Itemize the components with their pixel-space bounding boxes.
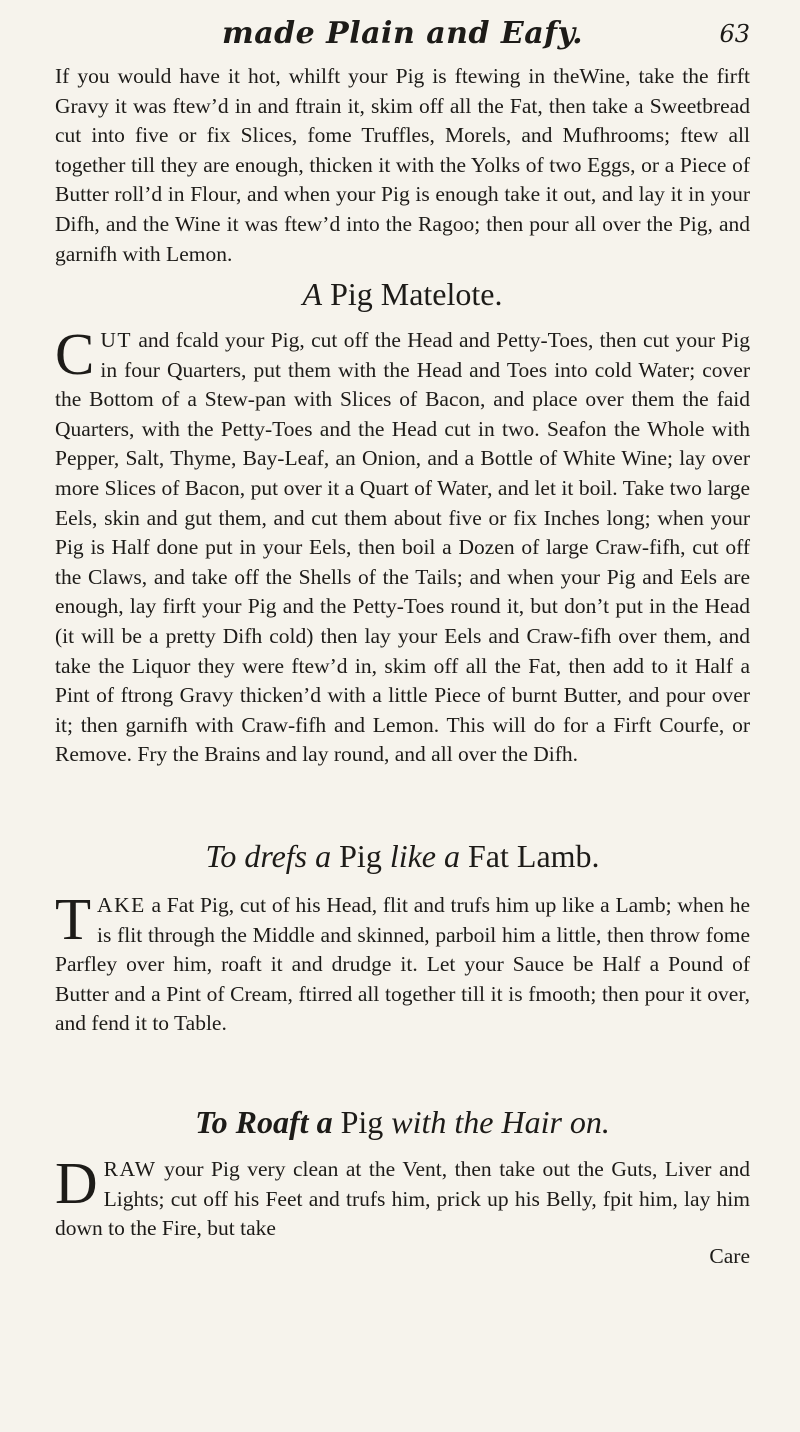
paragraph-body: and fcald your Pig, cut off the Head and Petty-Toes, then cut your Pig in four Quarters, put them with the Head and Toes into cold Water; cover the Bottom of a Stew-pan with Slices of Bacon, and place over them the faid Quarters, with the Petty-Toes and the Head cut in two. Seafon the Whole with Pepper, Salt, Thyme, Bay-Leaf, an Onion, and a Bottle of White Wine; lay over more Slices of Bacon, put over it a Quart of Water, and let it boil. Take two large Eels, skin and gut them, and cut them about five or fix Inches long; when your Pig is Half done put in your Eels, then boil a Dozen of large Craw-fifh, cut off the Claws, and take off the Shells of the Tails; and when your Pig and Eels are enough, lay firft your Pig and the Petty-Toes round it, but don’t put in the Head (it will be a pretty Difh cold) then lay your Eels and Craw-fifh over them, and take the Liquor they were ftew’d in, skim off all the Fat, then add to it Half a Pint of ftrong Gravy thicken’d with a little Piece of burnt Butter, and pour over it; then garnifh with Craw-fifh and Lemon. This will do for a Firft Courfe, or Remove. Fry the Brains and lay round, and all over the Difh.	[55, 328, 750, 767]
lead-word: AKE	[97, 893, 146, 917]
page-number: 63	[719, 20, 750, 48]
catchword: Care	[709, 1243, 750, 1268]
drop-cap: T	[55, 886, 92, 952]
running-title: made Plain and Eafy.	[221, 16, 584, 51]
heading-pig-like-lamb	[55, 838, 750, 875]
lead-word: RAW	[103, 1157, 157, 1181]
heading-roast-pig-hair-on	[55, 1104, 750, 1141]
lead-word: UT	[100, 328, 133, 352]
heading-text: Pig Matelote.	[330, 276, 503, 312]
drop-cap: D	[55, 1150, 98, 1216]
paragraph-pig-matelote	[55, 321, 750, 770]
paragraph-body: a Fat Pig, cut of his Head, flit and trufs him up like a Lamb; when he is flit through the Middle and skinned, parboil him a little, then throw fome Parfley over him, roaft it and drudge it. Let your Sauce be Half a Pound of Butter and a Pint of Cream, ftirred all together till it is fmooth; then pour it over, and fend it to Table.	[55, 893, 750, 1036]
heading-part-2: Pig	[340, 1104, 384, 1140]
drop-cap: C	[55, 321, 95, 387]
heading-part-4: Fat Lamb.	[468, 838, 600, 874]
paragraph-intro: If you would have it hot, whilft your Pig is ftewing in theWine, take the firft Gravy it was ftew’d in and ftrain it, skim off all the Fat, then take a Sweetbread cut into five or fix Slices, fome Truffles, Morels, and Mufhrooms; ftew all together till they are enough, thicken it with the Yolks of two Eggs, or a Piece of Butter roll’d in Flour, and when your Pig is enough take it out, and lay it in your Difh, and the Wine it was ftew’d into the Ragoo; then pour all over the Pig, and garnifh with Lemon.	[55, 64, 750, 266]
heading-article: A	[302, 276, 323, 312]
paragraph-roast-pig-hair-on	[55, 1150, 750, 1271]
heading-pig-matelote	[55, 276, 750, 313]
paragraph-body: your Pig very clean at the Vent, then take out the Guts, Liver and Lights; cut off his Feet and trufs him, prick up his Belly, fpit him, lay him down to the Fire, but take	[55, 1157, 750, 1241]
running-head	[55, 14, 750, 54]
heading-part-3: with the Hair on.	[391, 1104, 610, 1140]
paragraph-pig-like-lamb	[55, 886, 750, 1039]
heading-part-1: To drefs a	[205, 838, 332, 874]
heading-part-1: To Roaft a	[195, 1104, 333, 1140]
heading-part-2: Pig	[339, 838, 382, 874]
heading-part-3: like a	[389, 838, 460, 874]
